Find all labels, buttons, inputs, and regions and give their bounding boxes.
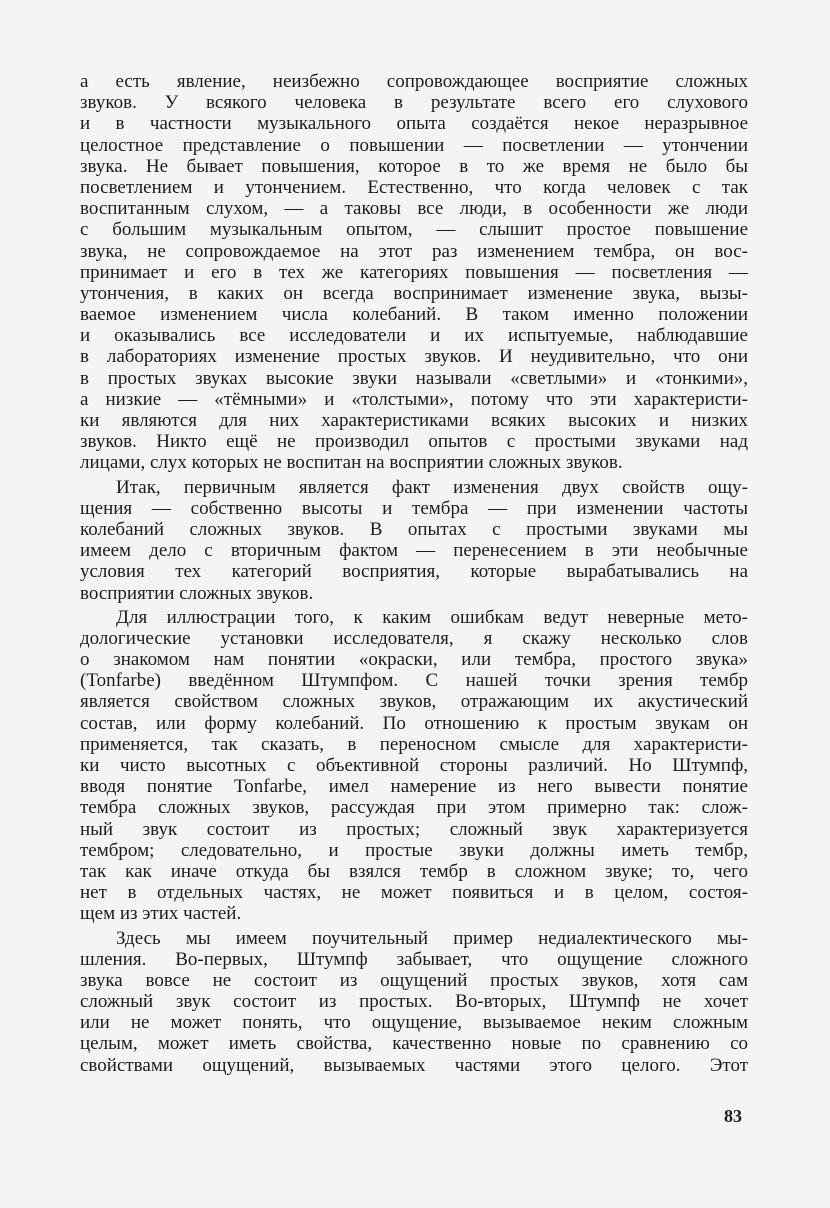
text-line: лицами, слух которых не воспитан на восприятии сложных звуков. [80, 452, 623, 474]
text-line: дологические установки исследователя, я скажу несколько слов [80, 627, 748, 649]
text-line: нет в отдельных частях, не может появиться и в целом, состоя- [80, 882, 748, 904]
text-line: а низкие — «тёмными» и «толстыми», потому что эти характеристи- [80, 388, 748, 410]
text-line: вводя понятие Tonfarbe, имел намерение из него вывести понятие [80, 776, 748, 798]
paragraph-3 [80, 607, 748, 925]
text-line: утончения, в каких он всегда воспринимает изменение звука, вызы- [80, 282, 748, 304]
text-line: посветлением и утончением. Естественно, что когда человек с так [80, 176, 748, 198]
text-line: восприятии сложных звуков. [80, 582, 314, 604]
text-line: ный звук состоит из простых; сложный звук характеризуется [80, 818, 748, 840]
text-line: и оказывались все исследователи и их испытуемые, наблюдавшие [80, 325, 748, 347]
text-line: состав, или форму колебаний. По отношению к простым звукам он [80, 712, 748, 734]
text-line: применяется, так сказать, в переносном смысле для характеристи- [80, 733, 748, 755]
text-line: звука вовсе не состоит из ощущений простых звуков, хотя сам [80, 969, 748, 991]
text-line: звука. Не бывает повышения, которое в то же время не было бы [80, 155, 748, 177]
text-line: сложный звук состоит из простых. Во-вторых, Штумпф не хочет [80, 991, 748, 1013]
page-body [80, 71, 748, 1076]
text-line: ваемое изменением числа колебаний. В таком именно положении [80, 304, 748, 326]
text-line: а есть явление, неизбежно сопровождающее восприятие сложных [80, 71, 748, 92]
text-line: щем из этих частей. [80, 903, 242, 925]
text-line: так как иначе откуда бы взялся тембр в сложном звуке; то, чего [80, 860, 748, 882]
text-line: тембра сложных звуков, рассуждая при этом примерно так: слож- [80, 797, 748, 819]
text-line: условия тех категорий восприятия, которые вырабатывались на [80, 561, 748, 583]
text-line: ки являются для них характеристиками всяких высоких и низких [80, 410, 748, 431]
text-line: звуков. Никто ещё не производил опытов с простыми звуками над [80, 431, 748, 453]
text-line: ки чисто высотных с объективной стороны различий. Но Штумпф, [80, 755, 748, 776]
text-line: и в частности музыкального опыта создаётся некое неразрывное [80, 113, 748, 135]
text-line: воспитанным слухом, — а таковы все люди, в особенности же люди [80, 198, 748, 220]
paragraph-4 [80, 928, 748, 1076]
text-line: Итак, первичным является факт изменения двух свойств ощу- [116, 476, 748, 498]
text-line: (Tonfarbe) введённом Штумпфом. С нашей точки зрения тембр [80, 670, 748, 692]
text-line: колебаний сложных звуков. В опытах с простыми звуками мы [80, 518, 748, 540]
text-line: Здесь мы имеем поучительный пример недиалектического мы- [116, 927, 748, 949]
text-line: принимает и его в тех же категориях повышения — посветления — [80, 261, 748, 283]
text-line: звука, не сопровождаемое на этот раз изменением тембра, он вос- [80, 240, 748, 262]
text-line: шления. Во-первых, Штумпф забывает, что ощущение сложного [80, 948, 748, 970]
text-line: является свойством сложных звуков, отражающим их акустический [80, 691, 748, 713]
paragraph-2 [80, 477, 748, 604]
text-line: имеем дело с вторичным фактом — перенесением в эти необычные [80, 540, 748, 562]
text-line: тембром; следовательно, и простые звуки должны иметь тембр, [80, 839, 748, 861]
text-line: Для иллюстрации того, к каким ошибкам ведут неверные мето- [116, 606, 748, 628]
text-line: целостное представление о повышении — посветлении — утончении [80, 134, 748, 156]
text-line: звуков. У всякого человека в результате всего его слухового [80, 92, 748, 114]
text-line: в простых звуках высокие звуки называли «светлыми» и «тонкими», [80, 367, 748, 389]
paragraph-1 [80, 71, 748, 474]
page-number: 83 [724, 1106, 742, 1126]
text-line: с большим музыкальным опытом, — слышит простое повышение [80, 219, 748, 241]
text-line: целым, может иметь свойства, качественно новые по сравнению со [80, 1033, 748, 1055]
text-line: о знакомом нам понятии «окраски, или тембра, простого звука» [80, 649, 748, 671]
text-line: свойствами ощущений, вызываемых частями этого целого. Этот [80, 1054, 748, 1076]
text-line: щения — собственно высоты и тембра — при изменении частоты [80, 497, 748, 519]
text-line: в лабораториях изменение простых звуков. И неудивительно, что они [80, 346, 748, 368]
text-line: или не может понять, что ощущение, вызываемое неким сложным [80, 1012, 748, 1034]
